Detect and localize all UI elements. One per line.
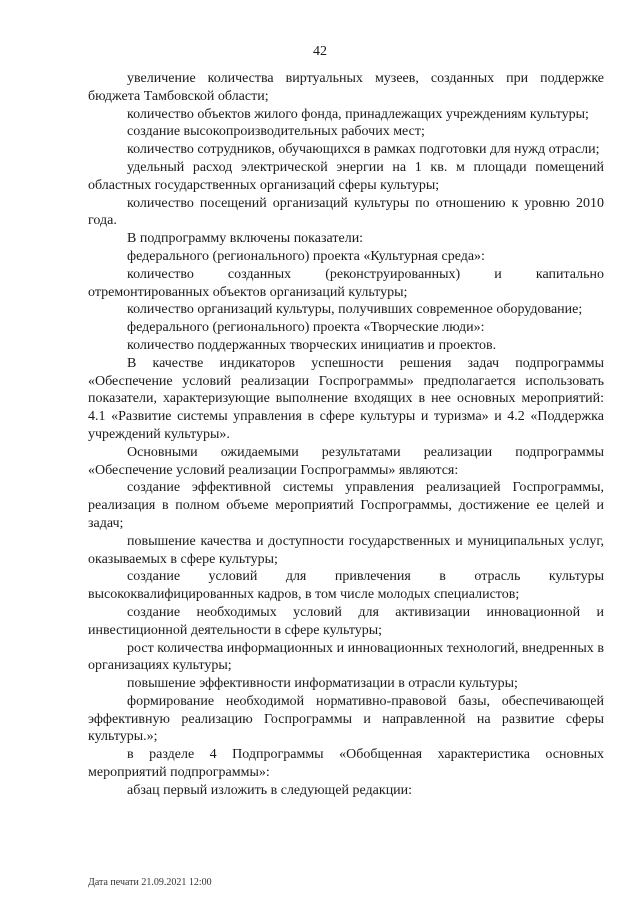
paragraph: количество сотрудников, обучающихся в рамках подготовки для нужд отрасли;	[127, 142, 600, 158]
paragraph: создание эффективной системы управления реализацией Госпрограммы, реализация в полном объеме мероприятий Госпрограммы, достижение ее целей и задач;	[88, 480, 604, 531]
paragraph: федерального (регионального) проекта «Культурная среда»:	[127, 248, 485, 264]
paragraph: абзац первый изложить в следующей редакции:	[127, 782, 413, 798]
paragraph: Основными ожидаемыми результатами реализации подпрограммы «Обеспечение условий реализации Госпрограммы» являются:	[88, 444, 604, 478]
paragraph: создание высокопроизводительных рабочих мест;	[127, 124, 425, 140]
paragraph: федерального (регионального) проекта «Творческие люди»:	[127, 320, 485, 336]
paragraph: количество поддержанных творческих инициатив и проектов.	[127, 337, 497, 353]
paragraph: повышение качества и доступности государственных и муниципальных услуг, оказываемых в сфере культуры;	[88, 533, 604, 567]
paragraph: повышение эффективности информатизации в отрасли культуры;	[127, 676, 518, 692]
paragraph: создание условий для привлечения в отрасль культуры высококвалифицированных кадров, в том числе молодых специалистов;	[88, 569, 604, 603]
paragraph: рост количества информационных и инновационных технологий, внедренных в организациях культуры;	[88, 640, 604, 674]
paragraph: количество организаций культуры, получивших современное оборудование;	[127, 302, 583, 318]
paragraph: количество созданных (реконструированных) и капитально отремонтированных объектов организаций культуры;	[88, 266, 604, 300]
paragraph: формирование необходимой нормативно-правовой базы, обеспечивающей эффективную реализацию Госпрограммы и направленной на развитие сферы культуры.»;	[88, 693, 604, 745]
print-date-footer: Дата печати 21.09.2021 12:00	[88, 877, 212, 888]
document-body	[88, 70, 604, 800]
page-number: 42	[313, 44, 327, 59]
paragraph: В качестве индикаторов успешности решения задач подпрограммы «Обеспечение условий реализации Госпрограммы» предполагается использовать показатели, характеризующие выполнение входящих в нее основных мероприятий: 4.1 «Развитие системы управления в сфере культуры и туризма» и 4.2 «Поддержка учреждений культуры».	[88, 355, 604, 442]
paragraph: увеличение количества виртуальных музеев, созданных при поддержке бюджета Тамбовской области;	[88, 71, 604, 104]
paragraph: удельный расход электрической энергии на 1 кв. м площади помещений областных государственных организаций сферы культуры;	[88, 159, 604, 193]
paragraph: количество посещений организаций культуры по отношению к уровню 2010 года.	[88, 195, 604, 229]
paragraph: создание необходимых условий для активизации инновационной и инвестиционной деятельности в сфере культуры;	[88, 604, 604, 638]
paragraph: В подпрограмму включены показатели:	[127, 231, 364, 247]
paragraph: количество объектов жилого фонда, принадлежащих учреждениям культуры;	[127, 106, 589, 122]
paragraph: в разделе 4 Подпрограммы «Обобщенная характеристика основных мероприятий подпрограммы»:	[88, 747, 604, 781]
